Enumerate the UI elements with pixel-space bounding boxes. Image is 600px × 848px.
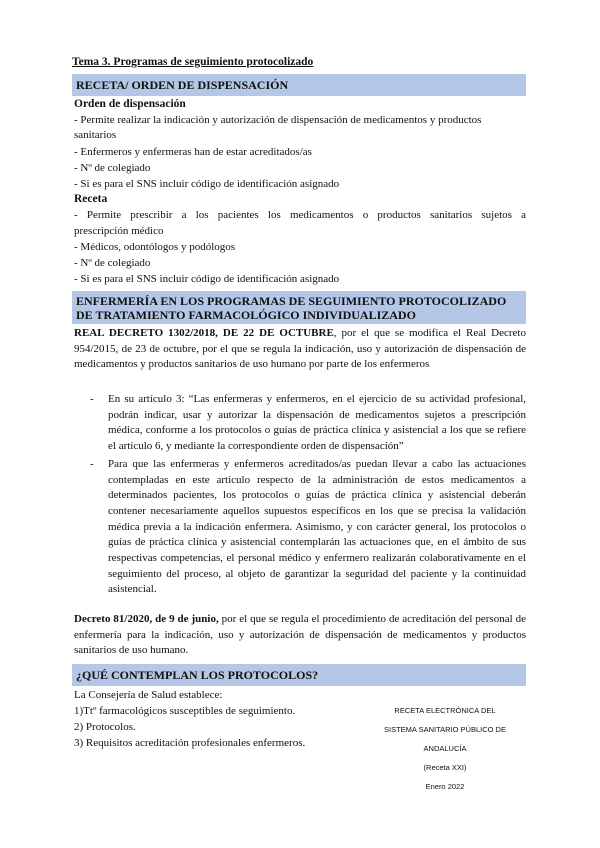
section-header-receta: RECETA/ ORDEN DE DISPENSACIÓN [72, 74, 526, 96]
orden-line: - Nº de colegiado [74, 162, 151, 174]
dash-bullet: - [90, 457, 94, 470]
decreto-paragraph [74, 612, 526, 659]
receta-line: - Médicos, odontólogos y podólogos [74, 241, 236, 253]
dash-bullet: - [90, 393, 94, 405]
receta-xxi-reference [370, 701, 520, 796]
reference-line: RECETA ELECTRÓNICA DEL [394, 706, 496, 715]
receta-line: prescripción médico [74, 225, 164, 237]
list-item [90, 392, 526, 455]
section-header-enfermeria [72, 291, 526, 324]
bullet-list [90, 392, 526, 600]
decreto-title: Decreto 81/2020, de 9 de junio, [74, 613, 219, 625]
receta-line: - Nº de colegiado [74, 257, 151, 269]
protocolos-item: 1)Ttº farmacológicos susceptibles de seguimiento. [74, 705, 296, 717]
real-decreto-title: REAL DECRETO 1302/2018, DE 22 DE OCTUBRE [74, 327, 334, 339]
orden-line: - Permite realizar la indicación y autorización de dispensación de medicamentos y productos [74, 114, 482, 126]
reference-line: Enero 2022 [425, 782, 465, 791]
section-header-protocolos: ¿QUÉ CONTEMPLAN LOS PROTOCOLOS? [72, 664, 526, 686]
reference-line: (Receta XXI) [423, 763, 467, 772]
orden-line: sanitarios [74, 129, 117, 141]
real-decreto-text: , por el que se modifica el Real Decreto 954/2015, de 23 de octubre, por el que se regula la indicación, uso y autorización de dispensación de medicamentos y productos sanitarios de uso humano por parte de los enfermeros [74, 327, 526, 371]
orden-line: - Enfermeros y enfermeras han de estar acreditados/as [74, 146, 312, 158]
orden-line: - Si es para el SNS incluir código de identificación asignado [74, 178, 340, 190]
list-item-text: Para que las enfermeras y enfermeros acreditados/as puedan llevar a cabo las actuaciones contempladas en este artículo respecto de la administración de estos medicamentos a determinados pacientes, los protocolos o guías de práctica clínica y asistencial deberán contener necesariamente aquellos supuestos específicos en los que se precisa la validación médica previa a la indicación enfermera. Asimismo, y con carácter general, los protocolos o guías de práctica clínica y asistencial contemplarán las actuaciones que, en el ámbito de sus respectivas competencias, el personal médico y enfermero realizarán colaborativamente en el seguimiento del proceso, al objeto de garantizar la seguridad del paciente y la continuidad asistencial. [108, 457, 526, 596]
receta-line: - Si es para el SNS incluir código de identificación asignado [74, 273, 340, 285]
protocolos-item: 2) Protocolos. [74, 721, 136, 733]
section-header-line: DE TRATAMIENTO FARMACOLÓGICO INDIVIDUALIZADO [76, 308, 416, 322]
real-decreto-paragraph [74, 326, 526, 373]
receta-line: - Permite prescribir a los pacientes los medicamentos o productos sanitarios sujetos a [74, 209, 526, 221]
subheading-orden: Orden de dispensación [74, 98, 186, 110]
protocolos-intro: La Consejería de Salud establece: [74, 689, 223, 701]
list-item-text: En su artículo 3: “Las enfermeras y enfermeros, en el ejercicio de su actividad profesional, podrán indicar, usar y autorizar la dispensación de medicamentos sujetos a prescripción médica, conforme a los protocolos o guías de práctica clínica y asistencial a los que se refiere el artículo 6, y mediante la correspondiente orden de dispensación” [108, 393, 526, 453]
decreto-text: por el que se regula el procedimiento de acreditación del personal de enfermería para la indicación, uso y autorización de dispensación de medicamentos y productos sanitarios de uso humano. [74, 613, 526, 657]
list-item [90, 457, 526, 598]
subheading-receta: Receta [74, 193, 108, 205]
reference-line: SISTEMA SANITARIO PÚBLICO DE [384, 725, 506, 734]
reference-line: ANDALUCÍA [423, 744, 467, 753]
section-header-line: ENFERMERÍA EN LOS PROGRAMAS DE SEGUIMIENTO PROTOCOLIZADO [76, 294, 507, 308]
protocolos-item: 3) Requisitos acreditación profesionales enfermeros. [74, 737, 306, 749]
page-title: Tema 3. Programas de seguimiento protocolizado [72, 56, 314, 68]
